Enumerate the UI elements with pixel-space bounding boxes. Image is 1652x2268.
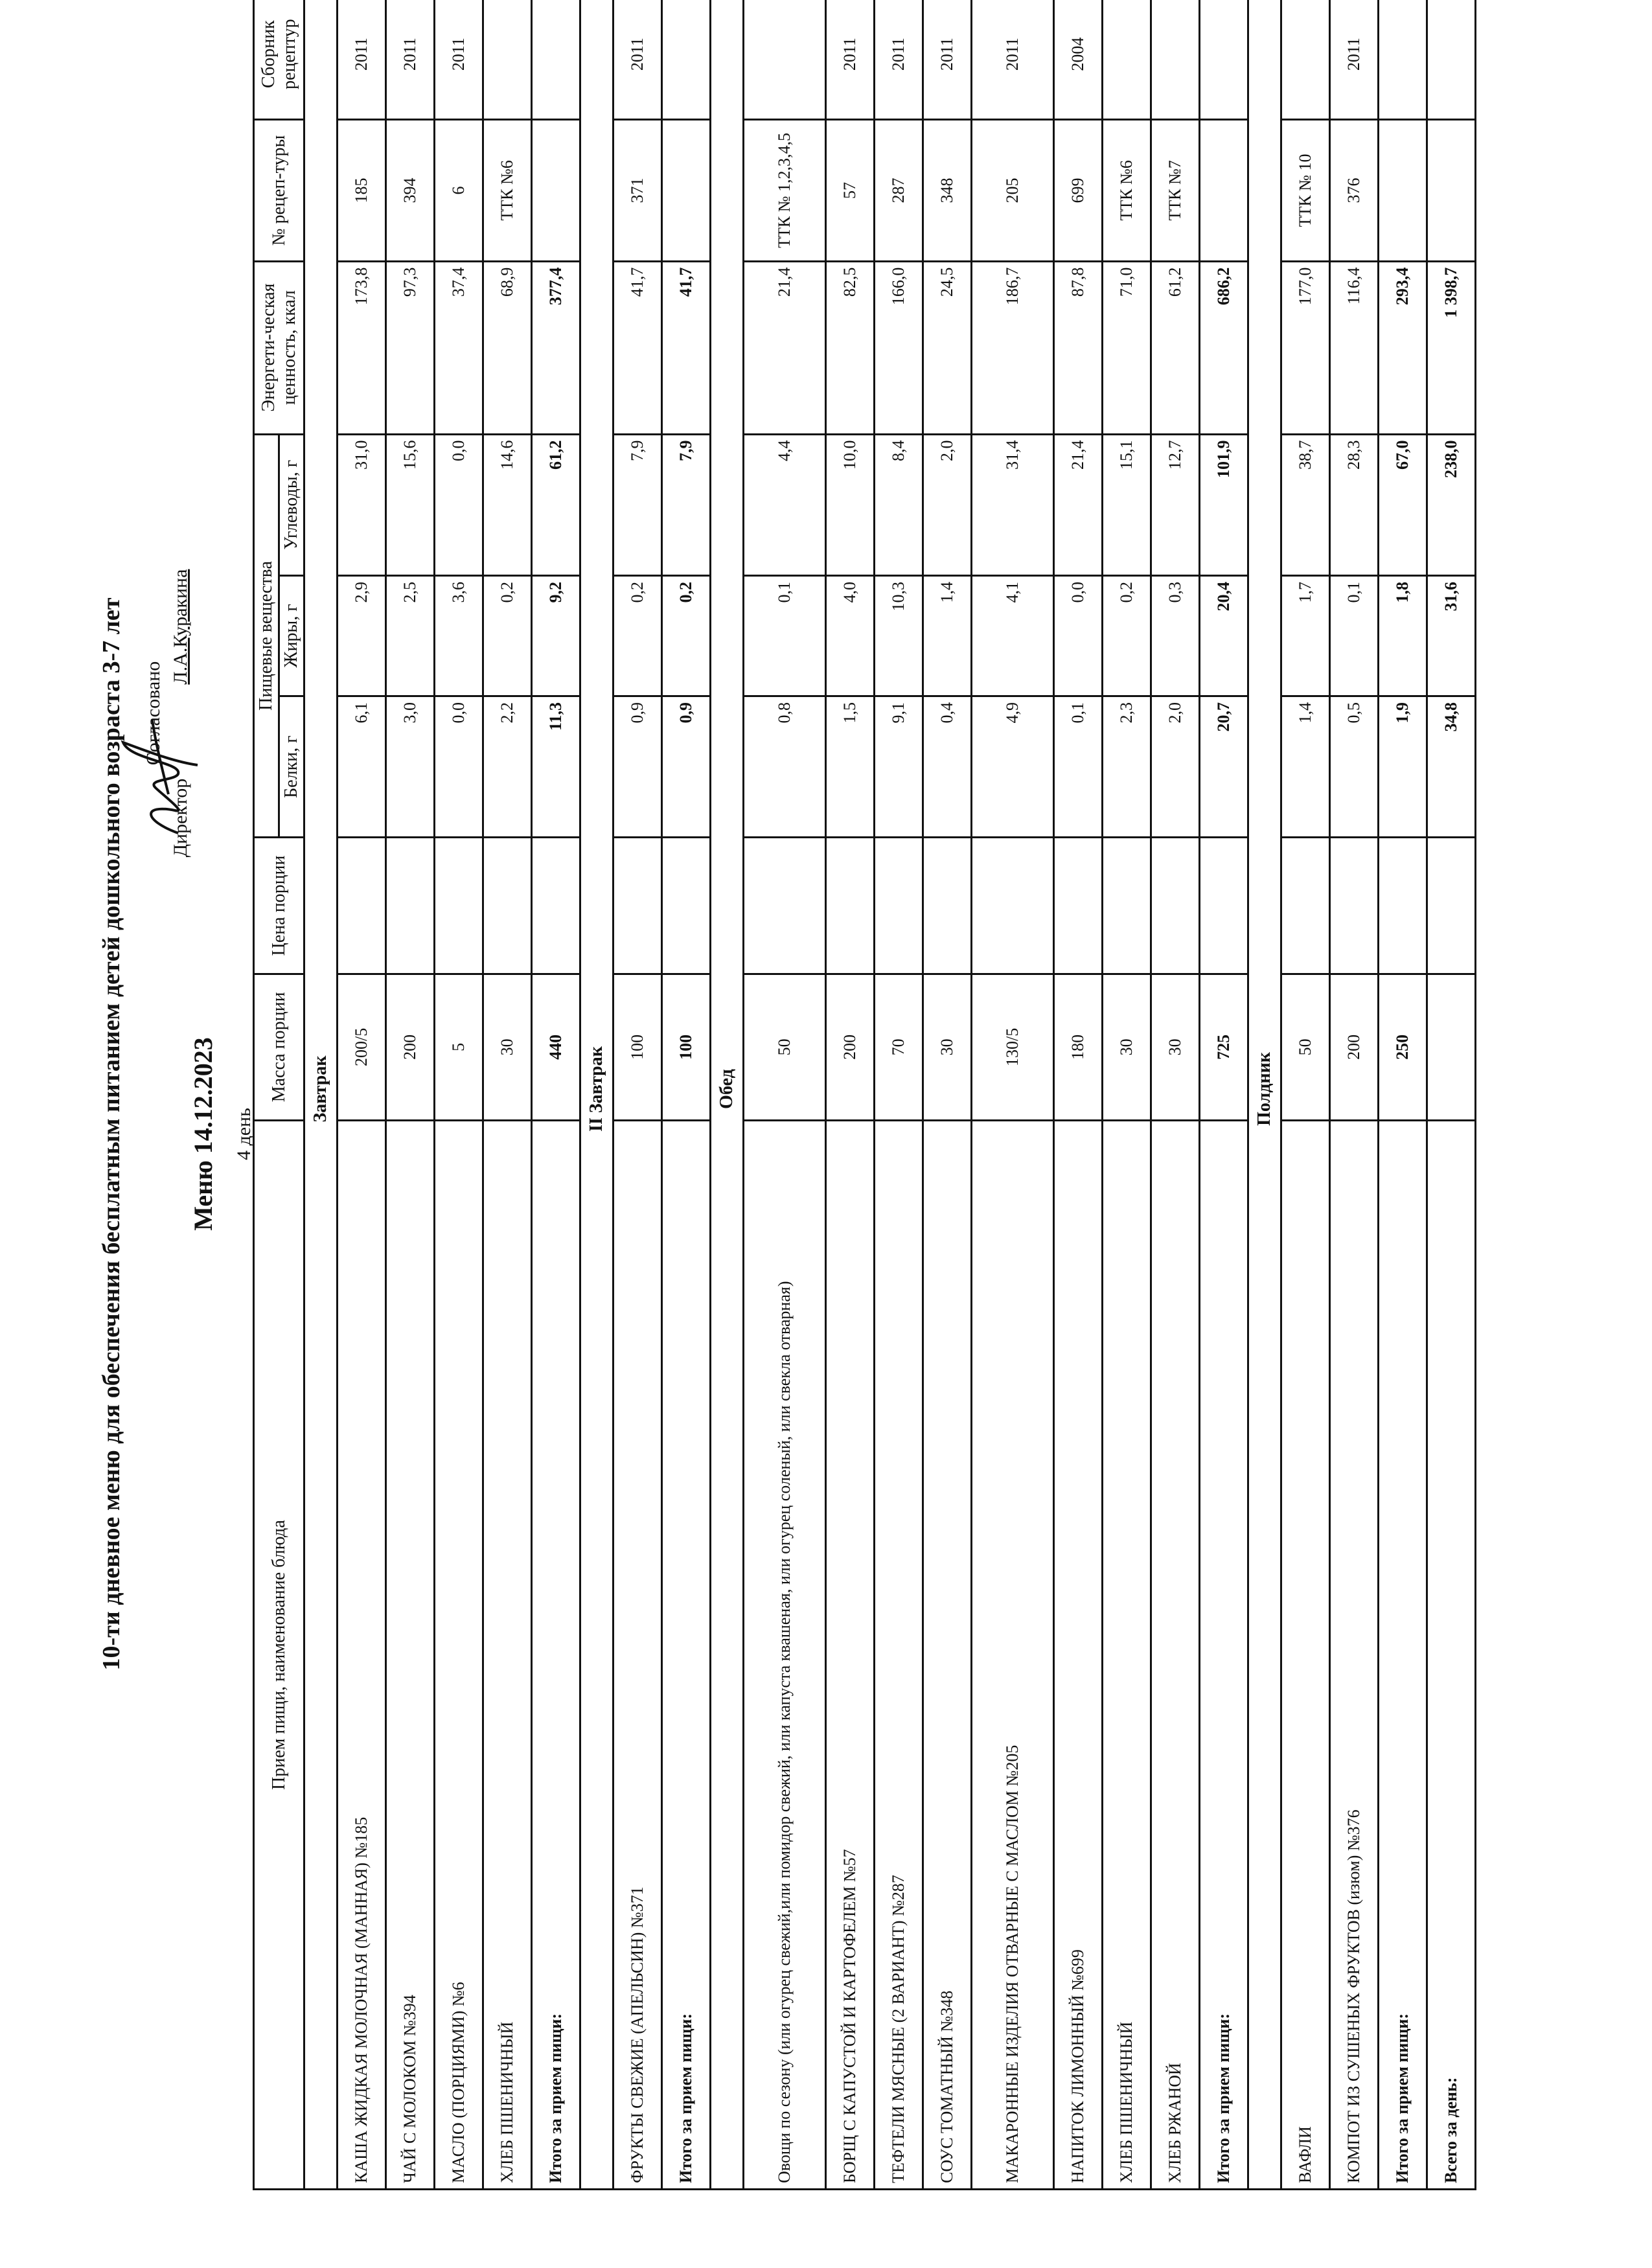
dish-mass: 100: [614, 974, 662, 1120]
dish-price: [1281, 838, 1330, 974]
dish-fat: 0,1: [744, 575, 826, 696]
dish-name: ВАФЛИ: [1281, 1121, 1330, 2190]
total-price: [662, 838, 711, 974]
total-label: Итого за прием пищи:: [1379, 1121, 1427, 2190]
total-protein: 11,3: [532, 696, 580, 837]
edge-mark: [1649, 0, 1651, 6]
dish-collection: 2011: [923, 0, 972, 120]
dish-name: Овощи по сезону (или огурец свежий,или помидор свежий, или капуста квашеная, или огурец соленый, или свекла отварная): [744, 1121, 826, 2190]
total-recipe: [532, 120, 580, 261]
dish-carbs: 2,0: [923, 434, 972, 575]
dish-protein: 4,9: [972, 696, 1054, 837]
dish-collection: 2011: [338, 0, 386, 120]
table-row: [1281, 0, 1330, 2190]
dish-protein: 6,1: [338, 696, 386, 837]
dish-name: ТЕФТЕЛИ МЯСНЫЕ (2 ВАРИАНТ) №287: [875, 1121, 923, 2190]
total-carbs: 67,0: [1379, 434, 1427, 575]
total-price: [1200, 838, 1248, 974]
dish-fat: 1,7: [1281, 575, 1330, 696]
dish-energy: 166,0: [875, 261, 923, 434]
dish-price: [875, 838, 923, 974]
col-header-recipe: № рецеп-туры: [254, 120, 304, 261]
dish-carbs: 15,1: [1103, 434, 1151, 575]
dish-carbs: 4,4: [744, 434, 826, 575]
dish-name: КАША ЖИДКАЯ МОЛОЧНАЯ (МАННАЯ) №185: [338, 1121, 386, 2190]
total-price: [1379, 838, 1427, 974]
dish-name: ХЛЕБ РЖАНОЙ: [1151, 1121, 1200, 2190]
dish-collection: 2011: [1330, 0, 1379, 120]
dish-collection: 2011: [614, 0, 662, 120]
dish-collection: 2004: [1054, 0, 1103, 120]
dish-collection: 2011: [826, 0, 875, 120]
total-row: [662, 0, 711, 2190]
dish-energy: 68,9: [483, 261, 532, 434]
dish-price: [972, 838, 1054, 974]
dish-protein: 1,5: [826, 696, 875, 837]
dish-fat: 2,9: [338, 575, 386, 696]
dish-carbs: 21,4: [1054, 434, 1103, 575]
grand-total-label: Всего за день:: [1427, 1121, 1476, 2190]
dish-energy: 24,5: [923, 261, 972, 434]
dish-name: ХЛЕБ ПШЕНИЧНЫЙ: [483, 1121, 532, 2190]
dish-collection: [1151, 0, 1200, 120]
total-protein: 1,9: [1379, 696, 1427, 837]
total-mass: 440: [532, 974, 580, 1120]
dish-price: [923, 838, 972, 974]
total-collection: [532, 0, 580, 120]
col-header-carbs: Углеводы, г: [279, 434, 304, 575]
total-fat: 20,4: [1200, 575, 1248, 696]
table-row: [1054, 0, 1103, 2190]
table-row: [435, 0, 483, 2190]
total-energy: 41,7: [662, 261, 711, 434]
dish-price: [1330, 838, 1379, 974]
table-row: [826, 0, 875, 2190]
dish-mass: 50: [1281, 974, 1330, 1120]
total-label: Итого за прием пищи:: [662, 1121, 711, 2190]
dish-name: ХЛЕБ ПШЕНИЧНЫЙ: [1103, 1121, 1151, 2190]
table-row: [875, 0, 923, 2190]
dish-name: МАКАРОННЫЕ ИЗДЕЛИЯ ОТВАРНЫЕ С МАСЛОМ №205: [972, 1121, 1054, 2190]
col-header-nutrients: Пищевые вещества: [254, 434, 279, 838]
dish-mass: 30: [483, 974, 532, 1120]
total-protein: 20,7: [1200, 696, 1248, 837]
dish-carbs: 8,4: [875, 434, 923, 575]
total-mass: 100: [662, 974, 711, 1120]
dish-recipe: ТТК № 1,2,3,4,5: [744, 120, 826, 261]
grand-total-collection: [1427, 0, 1476, 120]
dish-collection: 2011: [435, 0, 483, 120]
total-label: Итого за прием пищи:: [532, 1121, 580, 2190]
total-row: [1200, 0, 1248, 2190]
dish-fat: 0,1: [1330, 575, 1379, 696]
dish-fat: 0,2: [614, 575, 662, 696]
table-row: [1151, 0, 1200, 2190]
dish-energy: 173,8: [338, 261, 386, 434]
table-row: [483, 0, 532, 2190]
section-title: Обед: [711, 0, 744, 2190]
section-title: II Завтрак: [580, 0, 614, 2190]
dish-recipe: 699: [1054, 120, 1103, 261]
dish-protein: 0,9: [614, 696, 662, 837]
grand-total-price: [1427, 838, 1476, 974]
dish-mass: 130/5: [972, 974, 1054, 1120]
dish-protein: 0,5: [1330, 696, 1379, 837]
dish-fat: 4,0: [826, 575, 875, 696]
grand-total-fat: 31,6: [1427, 575, 1476, 696]
dish-price: [1054, 838, 1103, 974]
total-energy: 686,2: [1200, 261, 1248, 434]
dish-protein: 2,2: [483, 696, 532, 837]
col-header-collection: Сборник рецептур: [254, 0, 304, 120]
grand-total-protein: 34,8: [1427, 696, 1476, 837]
dish-carbs: 12,7: [1151, 434, 1200, 575]
dish-carbs: 7,9: [614, 434, 662, 575]
dish-recipe: ТТК № 10: [1281, 120, 1330, 261]
table-row: [972, 0, 1054, 2190]
dish-energy: 87,8: [1054, 261, 1103, 434]
dish-price: [744, 838, 826, 974]
dish-price: [386, 838, 435, 974]
dish-protein: 0,0: [435, 696, 483, 837]
approval-prefix: Директор: [170, 778, 191, 858]
dish-price: [338, 838, 386, 974]
section-header-row: [1248, 0, 1281, 2190]
dish-mass: 200: [826, 974, 875, 1120]
total-row: [532, 0, 580, 2190]
dish-fat: 0,3: [1151, 575, 1200, 696]
total-carbs: 61,2: [532, 434, 580, 575]
dish-energy: 177,0: [1281, 261, 1330, 434]
total-fat: 1,8: [1379, 575, 1427, 696]
dish-carbs: 31,4: [972, 434, 1054, 575]
table-row: [614, 0, 662, 2190]
dish-recipe: 348: [923, 120, 972, 261]
total-collection: [1379, 0, 1427, 120]
dish-carbs: 10,0: [826, 434, 875, 575]
dish-protein: 2,0: [1151, 696, 1200, 837]
dish-collection: 2011: [972, 0, 1054, 120]
dish-name: СОУС ТОМАТНЫЙ №348: [923, 1121, 972, 2190]
dish-price: [435, 838, 483, 974]
total-fat: 9,2: [532, 575, 580, 696]
dish-recipe: 185: [338, 120, 386, 261]
dish-mass: 30: [1151, 974, 1200, 1120]
dish-name: БОРЩ С КАПУСТОЙ И КАРТОФЕЛЕМ №57: [826, 1121, 875, 2190]
dish-protein: 1,4: [1281, 696, 1330, 837]
dish-mass: 180: [1054, 974, 1103, 1120]
dish-carbs: 28,3: [1330, 434, 1379, 575]
dish-recipe: 6: [435, 120, 483, 261]
dish-recipe: 287: [875, 120, 923, 261]
dish-energy: 82,5: [826, 261, 875, 434]
dish-price: [614, 838, 662, 974]
col-header-name: Прием пищи, наименование блюда: [254, 1121, 304, 2190]
table-row: [923, 0, 972, 2190]
day-label: 4 день: [233, 1108, 255, 1160]
dish-mass: 50: [744, 974, 826, 1120]
dish-protein: 3,0: [386, 696, 435, 837]
total-row: [1379, 0, 1427, 2190]
section-header-row: [304, 0, 338, 2190]
grand-total-recipe: [1427, 120, 1476, 261]
dish-protein: 2,3: [1103, 696, 1151, 837]
dish-energy: 61,2: [1151, 261, 1200, 434]
dish-name: НАПИТОК ЛИМОННЫЙ №699: [1054, 1121, 1103, 2190]
dish-carbs: 15,6: [386, 434, 435, 575]
dish-carbs: 31,0: [338, 434, 386, 575]
dish-energy: 41,7: [614, 261, 662, 434]
dish-energy: 71,0: [1103, 261, 1151, 434]
total-collection: [662, 0, 711, 120]
dish-protein: 0,1: [1054, 696, 1103, 837]
dish-protein: 0,4: [923, 696, 972, 837]
dish-price: [1151, 838, 1200, 974]
section-header-row: [580, 0, 614, 2190]
grand-total-mass: [1427, 974, 1476, 1120]
dish-protein: 0,8: [744, 696, 826, 837]
dish-collection: [744, 0, 826, 120]
dish-collection: [483, 0, 532, 120]
dish-collection: 2011: [875, 0, 923, 120]
dish-recipe: ТТК №6: [1103, 120, 1151, 261]
dish-collection: 2011: [386, 0, 435, 120]
dish-fat: 0,2: [1103, 575, 1151, 696]
dish-energy: 37,4: [435, 261, 483, 434]
dish-mass: 200: [386, 974, 435, 1120]
dish-energy: 186,7: [972, 261, 1054, 434]
director-name: Л.А.Куракина: [170, 569, 191, 685]
dish-fat: 10,3: [875, 575, 923, 696]
dish-mass: 200/5: [338, 974, 386, 1120]
dish-name: ФРУКТЫ СВЕЖИЕ (АПЕЛЬСИН) №371: [614, 1121, 662, 2190]
total-mass: 250: [1379, 974, 1427, 1120]
dish-recipe: 394: [386, 120, 435, 261]
total-carbs: 7,9: [662, 434, 711, 575]
dish-mass: 70: [875, 974, 923, 1120]
col-header-protein: Белки, г: [279, 696, 304, 837]
dish-carbs: 14,6: [483, 434, 532, 575]
total-carbs: 101,9: [1200, 434, 1248, 575]
dish-energy: 97,3: [386, 261, 435, 434]
dish-fat: 4,1: [972, 575, 1054, 696]
section-title: Завтрак: [304, 0, 338, 2190]
dish-fat: 0,2: [483, 575, 532, 696]
dish-name: КОМПОТ ИЗ СУШЕНЫХ ФРУКТОВ (изюм) №376: [1330, 1121, 1379, 2190]
dish-mass: 30: [923, 974, 972, 1120]
dish-collection: [1103, 0, 1151, 120]
dish-recipe: 205: [972, 120, 1054, 261]
total-recipe: [1200, 120, 1248, 261]
grand-total-row: [1427, 0, 1476, 2190]
total-mass: 725: [1200, 974, 1248, 1120]
dish-name: ЧАЙ С МОЛОКОМ №394: [386, 1121, 435, 2190]
dish-energy: 116,4: [1330, 261, 1379, 434]
table-row: [744, 0, 826, 2190]
section-header-row: [711, 0, 744, 2190]
dish-recipe: ТТК №6: [483, 120, 532, 261]
col-header-fat: Жиры, г: [279, 575, 304, 696]
dish-recipe: 371: [614, 120, 662, 261]
total-protein: 0,9: [662, 696, 711, 837]
table-row: [1103, 0, 1151, 2190]
grand-total-carbs: 238,0: [1427, 434, 1476, 575]
dish-carbs: 38,7: [1281, 434, 1330, 575]
dish-fat: 3,6: [435, 575, 483, 696]
table-row: [1330, 0, 1379, 2190]
menu-date: Меню 14.12.2023: [189, 1037, 218, 1231]
table-row: [338, 0, 386, 2190]
dish-fat: 2,5: [386, 575, 435, 696]
dish-price: [826, 838, 875, 974]
grand-total-energy: 1 398,7: [1427, 261, 1476, 434]
total-recipe: [1379, 120, 1427, 261]
dish-recipe: ТТК №7: [1151, 120, 1200, 261]
approval-block: [143, 422, 192, 1005]
menu-body: [304, 0, 1476, 2190]
dish-fat: 1,4: [923, 575, 972, 696]
dish-mass: 200: [1330, 974, 1379, 1120]
dish-price: [483, 838, 532, 974]
col-header-price: Цена порции: [254, 838, 304, 974]
dish-energy: 21,4: [744, 261, 826, 434]
menu-table: [253, 0, 1476, 2190]
dish-mass: 30: [1103, 974, 1151, 1120]
dish-fat: 0,0: [1054, 575, 1103, 696]
total-price: [532, 838, 580, 974]
document-title: 10-ти дневное меню для обеспечения бесплатным питанием детей дошкольного возраста 3-7 лет: [98, 597, 125, 1671]
dish-collection: [1281, 0, 1330, 120]
total-fat: 0,2: [662, 575, 711, 696]
col-header-energy: Энергети-ческая ценность, ккал: [254, 261, 304, 434]
dish-name: МАСЛО (ПОРЦИЯМИ) №6: [435, 1121, 483, 2190]
total-recipe: [662, 120, 711, 261]
dish-recipe: 376: [1330, 120, 1379, 261]
dish-carbs: 0,0: [435, 434, 483, 575]
dish-recipe: 57: [826, 120, 875, 261]
dish-price: [1103, 838, 1151, 974]
total-label: Итого за прием пищи:: [1200, 1121, 1248, 2190]
approval-label: Согласовано: [143, 661, 164, 766]
table-row: [386, 0, 435, 2190]
dish-protein: 9,1: [875, 696, 923, 837]
total-energy: 377,4: [532, 261, 580, 434]
section-title: Полдник: [1248, 0, 1281, 2190]
total-collection: [1200, 0, 1248, 120]
col-header-mass: Масса порции: [254, 974, 304, 1120]
total-energy: 293,4: [1379, 261, 1427, 434]
dish-mass: 5: [435, 974, 483, 1120]
